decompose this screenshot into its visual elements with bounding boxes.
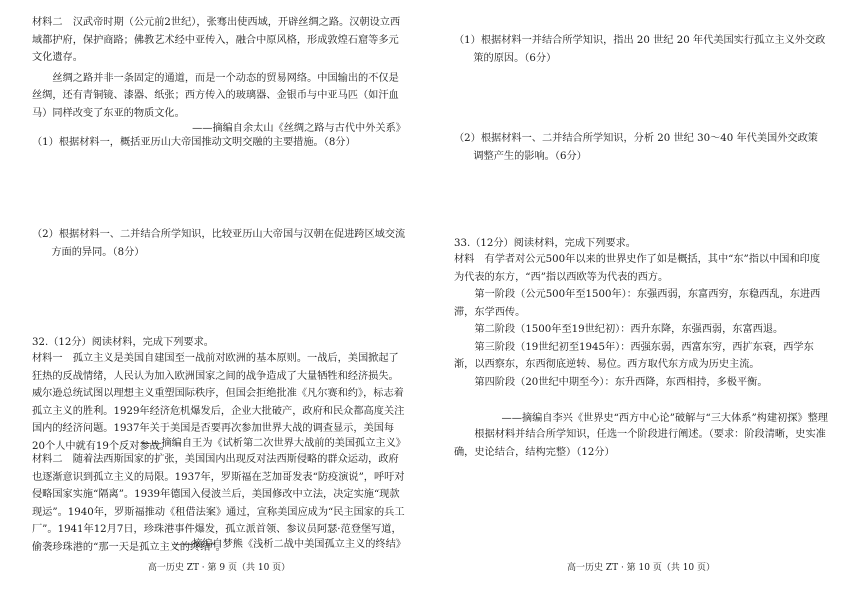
question-32-part-2: （2）根据材料一、二并结合所学知识，分析 20 世纪 30～40 年代美国外交政策调整产生的影响。（6分） (454, 133, 818, 162)
question-32-material-one-source: ——摘编自王为《试析第二次世界大战前的美国孤立主义》 (141, 438, 406, 449)
question-2: （2）根据材料一、二并结合所学知识，比较亚历山大帝国与汉朝在促进跨区域交流方面的异同。（8分） (32, 229, 406, 258)
stage-item: 第一阶段（公元500年至1500年）：东强西弱，东富西穷，东稳西乱，东进西滞，东学西传。 (454, 289, 821, 318)
material-two-para-1: 材料二 汉武帝时期（公元前2世纪），张骞出使西域，开辟丝绸之路。汉朝设立西域都护府，保护商路；佛教艺术经中亚传入，融合中原风格，形成敦煌石窟等多元文化遗存。 (32, 17, 401, 63)
question-33-requirement: 根据材料并结合所学知识，任选一个阶段进行阐述。（要求：阶段清晰，史实准确，史论结合，结构完整）（12分） (454, 429, 826, 458)
question-32-material-two: 材料二 随着法西斯国家的扩张，美国国内出现反对法西斯侵略的群众运动，政府也逐渐意识到孤立主义的局限。1937年，罗斯福在芝加哥发表“防疫演说”，呼吁对侵略国家实施“隔离”。1939年德国入侵波兰后，美国修改中立法，决定实施“现款现运”。1940年，罗斯福推动《租借法案》通过，宣称美国应成为“民主国家的兵工厂”。1941年12月7日，珍珠港事件爆发，孤立派首领、参议员阿瑟·范登堡写道，偷袭珍珠港的“那一天是孤立主义的终结”。 (32, 454, 405, 553)
question-33-heading: 33.（12分）阅读材料，完成下列要求。 (454, 238, 636, 249)
material-two-block (32, 14, 406, 122)
stage-item: 第四阶段（20世纪中期至今）：东升西降，东西相持，多极平衡。 (474, 376, 768, 388)
question-1: （1）根据材料一，概括亚历山大帝国推动文明交融的主要措施。（8分） (32, 137, 356, 148)
question-33-source: ——摘编自李兴《世界史“西方中心论”破解与“三大体系”构建初探》整理 (501, 413, 828, 424)
page-footer-right: 高一历史 ZT · 第 10 页（共 10 页） (566, 563, 716, 573)
question-33-material: 材料 有学者对公元500年以来的世界史作了如是概括，其中“东”指以中国和印度为代表的东方，“西”指以西欧等为代表的西方。 (454, 254, 821, 283)
question-32-part-1: （1）根据材料一并结合所学知识，指出 20 世纪 20 年代美国实行孤立主义外交政策的原因。（6分） (454, 35, 826, 64)
stage-item: 第三阶段（19世纪初至1945年）：西强东弱，西富东穷，西扩东衰，西学东渐，以西察东，东西彻底逆转、易位。西方取代东方成为历史主流。 (454, 341, 814, 370)
stage-list (454, 286, 828, 391)
question-32-material-two-source: ——摘编自梦熊《浅析二战中美国孤立主义的终结》 (171, 539, 406, 550)
material-two-source: ——摘编自余太山《丝绸之路与古代中外关系》 (192, 123, 406, 134)
question-32-material-one: 材料一 孤立主义是美国自建国至一战前对欧洲的基本原则。一战后，美国掀起了狂热的反战情绪，人民认为加入欧洲国家之间的战争造成了大量牺牲和经济损失。威尔逊总统试图以理想主义重塑国际秩序，但国会拒绝批准《凡尔赛和约》，标志着孤立主义的胜利。1929年经济危机爆发后，企业大批破产，政府和民众都高度关注国内的经济问题。1937年关于美国是否要再次参加世界大战的调查显示，美国每20个人中就有19个反对参战。 (32, 353, 405, 452)
page-footer-left: 高一历史 ZT · 第 9 页（共 10 页） (147, 563, 291, 573)
material-two-para-2: 丝绸之路并非一条固定的通道，而是一个动态的贸易网络。中国输出的不仅是丝绸，还有青铜镜、漆器、纸张；西方传入的玻璃器、金银币与中亚马匹（如汗血马）同样改变了东亚的物质文化。 (32, 72, 399, 119)
stage-item: 第二阶段（1500年至19世纪初）：西升东降，东强西弱，东富西退。 (474, 324, 784, 335)
question-32-heading: 32.（12分）阅读材料，完成下列要求。 (32, 337, 214, 348)
